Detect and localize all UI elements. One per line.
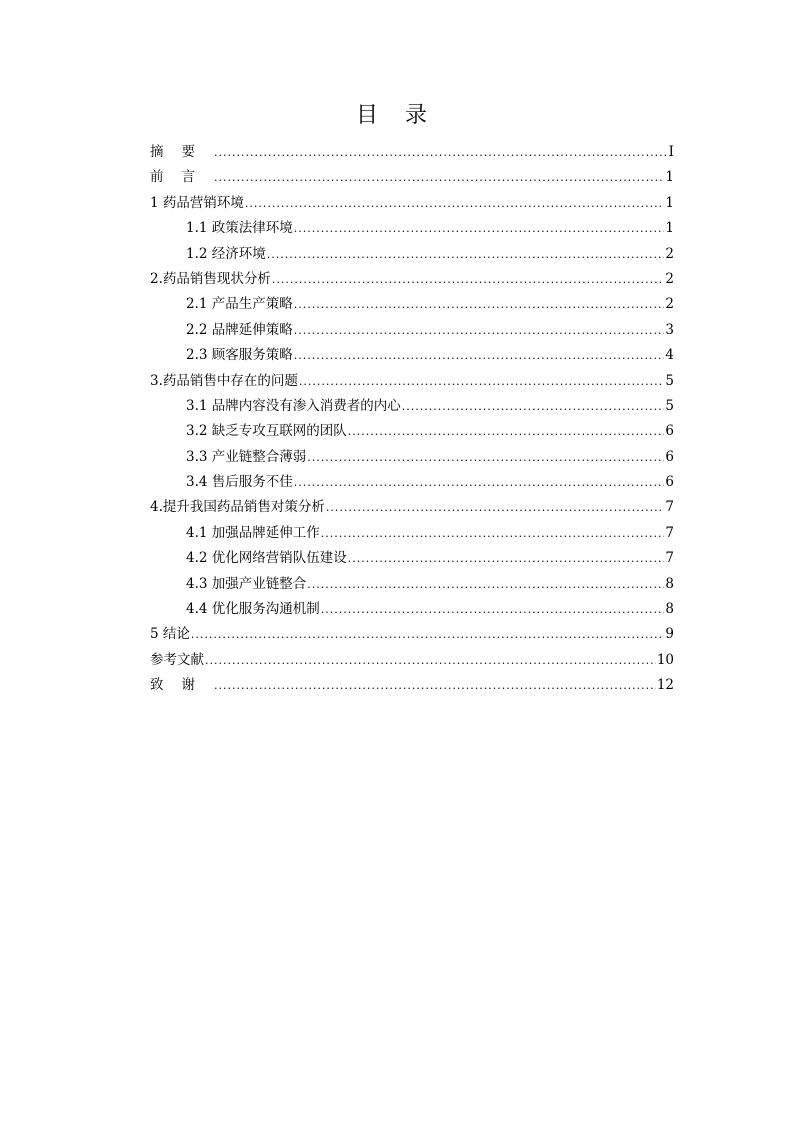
toc-dot-leader bbox=[299, 369, 665, 394]
toc-dot-leader bbox=[214, 165, 664, 190]
toc-dot-leader bbox=[307, 445, 664, 470]
toc-dot-leader bbox=[214, 673, 656, 698]
toc-entry[interactable] bbox=[150, 546, 674, 571]
toc-entry-label: 2.2 品牌延伸策略 bbox=[186, 321, 293, 338]
toc-entry-label: 2.药品销售现状分析 bbox=[150, 270, 271, 287]
toc-entry-page-number: 6 bbox=[665, 448, 674, 465]
toc-entry-label: 4.1 加强品牌延伸工作 bbox=[186, 524, 320, 541]
toc-dot-leader bbox=[245, 191, 665, 216]
toc-dot-leader bbox=[326, 495, 665, 520]
toc-dot-leader bbox=[294, 343, 665, 368]
toc-dot-leader bbox=[294, 470, 665, 495]
toc-dot-leader bbox=[191, 622, 665, 647]
toc-dot-leader bbox=[205, 648, 656, 673]
toc-dot-leader bbox=[321, 597, 665, 622]
toc-entry-page-number: 8 bbox=[665, 601, 674, 618]
toc-entry[interactable] bbox=[150, 318, 674, 343]
toc-entry-page-number: 10 bbox=[656, 651, 674, 668]
toc-entry[interactable] bbox=[150, 445, 674, 470]
toc-dot-leader bbox=[348, 546, 665, 571]
toc-entry-page-number: 12 bbox=[656, 677, 674, 694]
toc-entry-page-number: 7 bbox=[665, 499, 674, 516]
toc-entry-page-number: 8 bbox=[665, 575, 674, 592]
toc-entry[interactable] bbox=[150, 521, 674, 546]
toc-entry-page-number: 6 bbox=[665, 474, 674, 491]
toc-entry[interactable] bbox=[150, 572, 674, 597]
toc-entry-page-number: 1 bbox=[665, 169, 674, 186]
toc-entry-page-number: 6 bbox=[665, 423, 674, 440]
toc-entry[interactable] bbox=[150, 140, 674, 165]
toc-dot-leader bbox=[294, 318, 665, 343]
toc-dot-leader bbox=[348, 419, 665, 444]
toc-entry-label: 参考文献 bbox=[150, 651, 204, 668]
toc-dot-leader bbox=[272, 267, 665, 292]
toc-entry[interactable] bbox=[150, 495, 674, 520]
toc-entry-label: 3.1 品牌内容没有渗入消费者的内心 bbox=[186, 397, 401, 414]
toc-entry-page-number: 5 bbox=[665, 372, 674, 389]
toc-entry-page-number: 4 bbox=[665, 347, 674, 364]
toc-entry[interactable] bbox=[150, 242, 674, 267]
toc-entry-label: 5 结论 bbox=[150, 626, 190, 643]
toc-entry-label: 致谢 bbox=[150, 677, 213, 694]
toc-entry[interactable] bbox=[150, 165, 674, 190]
toc-entry[interactable] bbox=[150, 622, 674, 647]
toc-entry-label: 1.1 政策法律环境 bbox=[186, 220, 293, 237]
toc-entry-label: 2.1 产品生产策略 bbox=[186, 296, 293, 313]
toc-entry[interactable] bbox=[150, 673, 674, 698]
toc-entry-label: 1 药品营销环境 bbox=[150, 194, 244, 211]
toc-entry[interactable] bbox=[150, 216, 674, 241]
toc-entry-label: 摘要 bbox=[150, 144, 213, 160]
table-of-contents bbox=[150, 140, 674, 699]
toc-entry-label: 2.3 顾客服务策略 bbox=[186, 347, 293, 364]
toc-entry[interactable] bbox=[150, 369, 674, 394]
toc-entry-page-number: I bbox=[668, 144, 674, 160]
toc-entry-page-number: 7 bbox=[665, 524, 674, 541]
toc-entry-page-number: 5 bbox=[665, 397, 674, 414]
toc-entry-page-number: 1 bbox=[665, 220, 674, 237]
toc-entry-page-number: 7 bbox=[665, 550, 674, 567]
toc-dot-leader bbox=[214, 140, 668, 165]
toc-dot-leader bbox=[294, 216, 665, 241]
toc-entry-label: 前言 bbox=[150, 169, 213, 186]
toc-entry[interactable] bbox=[150, 343, 674, 368]
toc-entry-label: 4.提升我国药品销售对策分析 bbox=[150, 499, 325, 516]
toc-entry-label: 4.3 加强产业链整合 bbox=[186, 575, 307, 592]
toc-entry-page-number: 9 bbox=[665, 626, 674, 643]
toc-dot-leader bbox=[402, 394, 665, 419]
toc-entry-page-number: 1 bbox=[665, 194, 674, 211]
toc-entry[interactable] bbox=[150, 470, 674, 495]
toc-entry[interactable] bbox=[150, 597, 674, 622]
toc-title: 目 录 bbox=[356, 103, 437, 128]
toc-entry[interactable] bbox=[150, 394, 674, 419]
toc-entry[interactable] bbox=[150, 267, 674, 292]
toc-entry-label: 4.4 优化服务沟通机制 bbox=[186, 601, 320, 618]
toc-dot-leader bbox=[307, 572, 664, 597]
toc-entry-page-number: 3 bbox=[665, 321, 674, 338]
toc-dot-leader bbox=[294, 292, 665, 317]
toc-entry-page-number: 2 bbox=[665, 270, 674, 287]
toc-entry-label: 1.2 经济环境 bbox=[186, 245, 266, 262]
toc-entry[interactable] bbox=[150, 419, 674, 444]
toc-entry-label: 3.4 售后服务不佳 bbox=[186, 474, 293, 491]
toc-entry-page-number: 2 bbox=[665, 296, 674, 313]
toc-entry-page-number: 2 bbox=[665, 245, 674, 262]
toc-dot-leader bbox=[321, 521, 665, 546]
toc-dot-leader bbox=[267, 242, 665, 267]
toc-entry-label: 3.药品销售中存在的问题 bbox=[150, 372, 298, 389]
toc-entry-label: 4.2 优化网络营销队伍建设 bbox=[186, 550, 347, 567]
toc-entry[interactable] bbox=[150, 292, 674, 317]
toc-entry-label: 3.2 缺乏专攻互联网的团队 bbox=[186, 423, 347, 440]
toc-entry[interactable] bbox=[150, 648, 674, 673]
toc-entry[interactable] bbox=[150, 191, 674, 216]
toc-entry-label: 3.3 产业链整合薄弱 bbox=[186, 448, 307, 465]
